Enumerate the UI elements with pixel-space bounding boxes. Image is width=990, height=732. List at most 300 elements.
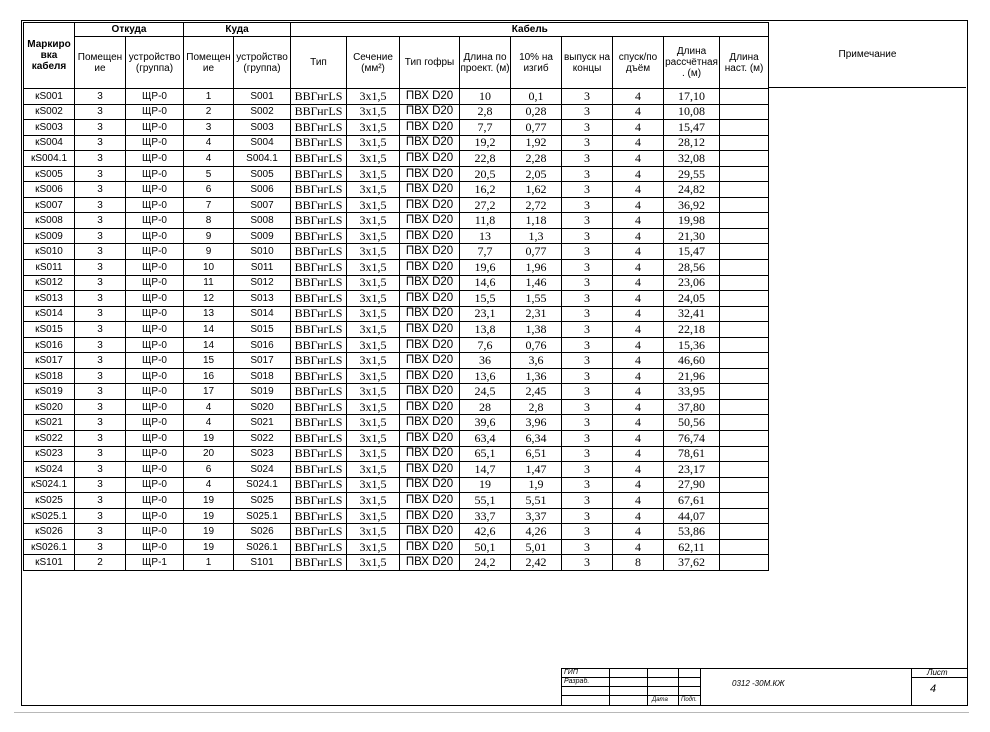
cell-bend: 1,92 <box>511 135 562 151</box>
stamp-line <box>609 668 610 705</box>
cell-to-room: 1 <box>184 555 234 571</box>
cell-from-device: ЩР-0 <box>126 477 184 493</box>
cell-from-device: ЩР-0 <box>126 120 184 136</box>
cell-to-device: S004.1 <box>234 151 291 167</box>
cell-bend: 1,55 <box>511 291 562 307</box>
cell-section: 3х1,5 <box>347 228 400 244</box>
cell-length-proj: 50,1 <box>460 539 511 555</box>
table-row <box>24 291 769 307</box>
cell-from-device: ЩР-0 <box>126 399 184 415</box>
cell-length-act <box>720 275 769 291</box>
table-row <box>24 508 769 524</box>
cell-length-calc: 37,62 <box>664 555 720 571</box>
stamp-line <box>911 668 912 705</box>
cell-length-act <box>720 555 769 571</box>
cell-length-proj: 15,5 <box>460 291 511 307</box>
cell-type: ВВГнгLS <box>291 306 347 322</box>
cell-length-act <box>720 446 769 462</box>
cell-length-act <box>720 477 769 493</box>
cell-marking: кS001 <box>24 89 75 105</box>
cell-length-proj: 23,1 <box>460 306 511 322</box>
cell-to-device: S007 <box>234 197 291 213</box>
cell-to-room: 2 <box>184 104 234 120</box>
stamp-line <box>561 686 700 687</box>
cell-marking: кS017 <box>24 353 75 369</box>
cell-length-proj: 33,7 <box>460 508 511 524</box>
stamp-sheet-number: 4 <box>930 683 937 695</box>
cell-to-room: 9 <box>184 244 234 260</box>
cell-marking: кS024.1 <box>24 477 75 493</box>
cell-to-device: S014 <box>234 306 291 322</box>
cell-marking: кS015 <box>24 322 75 338</box>
header-section: Сечение (мм²) <box>347 37 400 89</box>
cell-from-room: 3 <box>75 213 126 229</box>
cell-length-calc: 22,18 <box>664 322 720 338</box>
cell-length-calc: 29,55 <box>664 166 720 182</box>
cell-ends: 3 <box>562 228 613 244</box>
cell-from-device: ЩР-0 <box>126 539 184 555</box>
cell-ends: 3 <box>562 399 613 415</box>
cell-to-device: S002 <box>234 104 291 120</box>
cell-to-room: 5 <box>184 166 234 182</box>
cell-type: ВВГнгLS <box>291 368 347 384</box>
cell-type: ВВГнгLS <box>291 275 347 291</box>
cell-marking: кS004.1 <box>24 151 75 167</box>
cell-from-room: 3 <box>75 275 126 291</box>
cell-corrugation: ПВХ D20 <box>400 368 460 384</box>
cell-corrugation: ПВХ D20 <box>400 197 460 213</box>
cell-length-calc: 10,08 <box>664 104 720 120</box>
cell-length-calc: 17,10 <box>664 89 720 105</box>
header-type: Тип <box>291 37 347 89</box>
cell-from-room: 3 <box>75 399 126 415</box>
cell-ends: 3 <box>562 244 613 260</box>
cell-length-proj: 27,2 <box>460 197 511 213</box>
cell-section: 3х1,5 <box>347 368 400 384</box>
table-row <box>24 260 769 276</box>
cell-length-calc: 27,90 <box>664 477 720 493</box>
cell-length-act <box>720 89 769 105</box>
cell-length-calc: 15,36 <box>664 337 720 353</box>
cell-section: 3х1,5 <box>347 244 400 260</box>
cell-length-calc: 23,06 <box>664 275 720 291</box>
cell-from-room: 3 <box>75 260 126 276</box>
cell-to-room: 12 <box>184 291 234 307</box>
cell-ends: 3 <box>562 555 613 571</box>
cell-length-proj: 7,7 <box>460 244 511 260</box>
cell-type: ВВГнгLS <box>291 555 347 571</box>
cell-corrugation: ПВХ D20 <box>400 384 460 400</box>
cell-length-calc: 32,08 <box>664 151 720 167</box>
cell-bend: 0,77 <box>511 244 562 260</box>
cell-section: 3х1,5 <box>347 539 400 555</box>
cell-bend: 1,62 <box>511 182 562 198</box>
cell-rise: 4 <box>613 384 664 400</box>
table-body <box>24 89 769 571</box>
cell-type: ВВГнгLS <box>291 493 347 509</box>
cell-from-room: 3 <box>75 104 126 120</box>
table-row <box>24 104 769 120</box>
table-row <box>24 477 769 493</box>
stamp-date: Дата <box>652 697 668 703</box>
cell-length-proj: 65,1 <box>460 446 511 462</box>
cell-length-calc: 19,98 <box>664 213 720 229</box>
cell-rise: 4 <box>613 104 664 120</box>
table-row <box>24 228 769 244</box>
cell-corrugation: ПВХ D20 <box>400 477 460 493</box>
stamp-line <box>561 695 700 696</box>
cell-corrugation: ПВХ D20 <box>400 493 460 509</box>
cell-length-act <box>720 306 769 322</box>
cell-type: ВВГнгLS <box>291 477 347 493</box>
cell-type: ВВГнгLS <box>291 431 347 447</box>
cell-section: 3х1,5 <box>347 151 400 167</box>
cell-corrugation: ПВХ D20 <box>400 291 460 307</box>
cell-from-device: ЩР-0 <box>126 462 184 478</box>
cell-marking: кS003 <box>24 120 75 136</box>
cell-type: ВВГнгLS <box>291 89 347 105</box>
cell-length-calc: 37,80 <box>664 399 720 415</box>
cell-type: ВВГнгLS <box>291 291 347 307</box>
cell-length-proj: 19,6 <box>460 260 511 276</box>
stamp-line <box>911 677 967 678</box>
cell-to-room: 14 <box>184 337 234 353</box>
table-row <box>24 275 769 291</box>
cell-marking: кS007 <box>24 197 75 213</box>
table-row <box>24 306 769 322</box>
cell-to-device: S025 <box>234 493 291 509</box>
cell-to-device: S010 <box>234 244 291 260</box>
cell-length-proj: 13 <box>460 228 511 244</box>
cell-rise: 4 <box>613 135 664 151</box>
cell-marking: кS023 <box>24 446 75 462</box>
cell-length-calc: 15,47 <box>664 244 720 260</box>
cell-type: ВВГнгLS <box>291 353 347 369</box>
cell-rise: 4 <box>613 431 664 447</box>
table-row <box>24 166 769 182</box>
cell-section: 3х1,5 <box>347 477 400 493</box>
cell-corrugation: ПВХ D20 <box>400 322 460 338</box>
header-ends: выпуск на концы <box>562 37 613 89</box>
cell-from-room: 3 <box>75 151 126 167</box>
cell-length-act <box>720 197 769 213</box>
cell-type: ВВГнгLS <box>291 135 347 151</box>
cell-marking: кS002 <box>24 104 75 120</box>
cell-rise: 4 <box>613 275 664 291</box>
cell-length-act <box>720 337 769 353</box>
cell-rise: 4 <box>613 291 664 307</box>
cell-length-act <box>720 104 769 120</box>
cell-from-room: 3 <box>75 524 126 540</box>
cell-marking: кS025.1 <box>24 508 75 524</box>
cell-type: ВВГнгLS <box>291 120 347 136</box>
cell-ends: 3 <box>562 135 613 151</box>
cell-from-room: 3 <box>75 384 126 400</box>
cell-type: ВВГнгLS <box>291 337 347 353</box>
cell-length-calc: 33,95 <box>664 384 720 400</box>
cell-to-room: 17 <box>184 384 234 400</box>
cell-to-device: S018 <box>234 368 291 384</box>
cell-rise: 4 <box>613 151 664 167</box>
cell-ends: 3 <box>562 197 613 213</box>
cell-bend: 5,01 <box>511 539 562 555</box>
cell-corrugation: ПВХ D20 <box>400 166 460 182</box>
cell-rise: 4 <box>613 337 664 353</box>
header-marking: Маркиро вка кабеля <box>24 23 75 89</box>
cell-bend: 3,96 <box>511 415 562 431</box>
table-row <box>24 384 769 400</box>
cell-corrugation: ПВХ D20 <box>400 244 460 260</box>
cell-marking: кS011 <box>24 260 75 276</box>
cell-length-act <box>720 213 769 229</box>
table-row <box>24 244 769 260</box>
cell-section: 3х1,5 <box>347 120 400 136</box>
cell-ends: 3 <box>562 493 613 509</box>
cell-to-device: S015 <box>234 322 291 338</box>
cell-from-room: 3 <box>75 244 126 260</box>
cell-rise: 4 <box>613 446 664 462</box>
cell-ends: 3 <box>562 462 613 478</box>
cell-length-act <box>720 260 769 276</box>
cell-ends: 3 <box>562 384 613 400</box>
table-row <box>24 446 769 462</box>
cell-to-device: S001 <box>234 89 291 105</box>
cell-from-room: 3 <box>75 89 126 105</box>
cell-to-room: 4 <box>184 399 234 415</box>
cell-rise: 4 <box>613 166 664 182</box>
cell-length-proj: 7,7 <box>460 120 511 136</box>
cell-to-room: 4 <box>184 151 234 167</box>
header-bend: 10% на изгиб <box>511 37 562 89</box>
cell-length-act <box>720 135 769 151</box>
cell-length-calc: 36,92 <box>664 197 720 213</box>
cell-corrugation: ПВХ D20 <box>400 120 460 136</box>
cell-corrugation: ПВХ D20 <box>400 431 460 447</box>
header-to-device: устройство (группа) <box>234 37 291 89</box>
cell-length-proj: 19,2 <box>460 135 511 151</box>
cell-length-calc: 24,05 <box>664 291 720 307</box>
cell-length-calc: 46,60 <box>664 353 720 369</box>
cell-from-room: 3 <box>75 415 126 431</box>
cell-from-room: 3 <box>75 462 126 478</box>
cell-rise: 4 <box>613 353 664 369</box>
cell-to-room: 7 <box>184 197 234 213</box>
stamp-gip: ГИП <box>564 669 578 676</box>
cell-length-proj: 7,6 <box>460 337 511 353</box>
cell-from-room: 3 <box>75 120 126 136</box>
cell-bend: 3,6 <box>511 353 562 369</box>
stamp-line <box>678 668 679 705</box>
table-row <box>24 135 769 151</box>
cell-from-device: ЩР-0 <box>126 508 184 524</box>
cell-ends: 3 <box>562 182 613 198</box>
cell-section: 3х1,5 <box>347 508 400 524</box>
cell-length-calc: 78,61 <box>664 446 720 462</box>
stamp-line <box>561 668 967 669</box>
cell-rise: 4 <box>613 508 664 524</box>
cell-bend: 1,9 <box>511 477 562 493</box>
stamp-line <box>561 668 562 705</box>
cell-section: 3х1,5 <box>347 555 400 571</box>
cell-length-proj: 20,5 <box>460 166 511 182</box>
cell-rise: 4 <box>613 306 664 322</box>
cell-type: ВВГнгLS <box>291 415 347 431</box>
cell-to-device: S021 <box>234 415 291 431</box>
cell-to-room: 15 <box>184 353 234 369</box>
cell-ends: 3 <box>562 166 613 182</box>
cell-to-room: 10 <box>184 260 234 276</box>
cell-corrugation: ПВХ D20 <box>400 89 460 105</box>
cell-type: ВВГнгLS <box>291 244 347 260</box>
cell-bend: 1,46 <box>511 275 562 291</box>
cell-ends: 3 <box>562 415 613 431</box>
cell-ends: 3 <box>562 291 613 307</box>
cell-to-room: 6 <box>184 182 234 198</box>
cell-length-calc: 23,17 <box>664 462 720 478</box>
cell-length-proj: 13,6 <box>460 368 511 384</box>
cell-marking: кS012 <box>24 275 75 291</box>
cell-to-device: S012 <box>234 275 291 291</box>
cell-type: ВВГнгLS <box>291 151 347 167</box>
cell-corrugation: ПВХ D20 <box>400 275 460 291</box>
cell-marking: кS008 <box>24 213 75 229</box>
cell-from-room: 3 <box>75 353 126 369</box>
header-notes <box>768 22 966 88</box>
cell-type: ВВГнгLS <box>291 104 347 120</box>
cell-marking: кS026.1 <box>24 539 75 555</box>
table-row <box>24 493 769 509</box>
cell-section: 3х1,5 <box>347 524 400 540</box>
cell-length-proj: 24,2 <box>460 555 511 571</box>
cell-from-room: 3 <box>75 228 126 244</box>
table-row <box>24 555 769 571</box>
cell-to-room: 4 <box>184 477 234 493</box>
cell-length-act <box>720 120 769 136</box>
table-row <box>24 368 769 384</box>
cell-to-room: 20 <box>184 446 234 462</box>
cell-bend: 2,72 <box>511 197 562 213</box>
cell-from-device: ЩР-0 <box>126 135 184 151</box>
cell-from-device: ЩР-0 <box>126 337 184 353</box>
cell-bend: 2,31 <box>511 306 562 322</box>
cell-to-device: S004 <box>234 135 291 151</box>
cell-section: 3х1,5 <box>347 275 400 291</box>
table-row <box>24 524 769 540</box>
cell-length-act <box>720 524 769 540</box>
cell-marking: кS004 <box>24 135 75 151</box>
cell-marking: кS020 <box>24 399 75 415</box>
cell-ends: 3 <box>562 353 613 369</box>
cell-to-room: 19 <box>184 508 234 524</box>
cell-ends: 3 <box>562 151 613 167</box>
cell-type: ВВГнгLS <box>291 539 347 555</box>
cell-marking: кS018 <box>24 368 75 384</box>
cell-length-calc: 50,56 <box>664 415 720 431</box>
cell-rise: 4 <box>613 524 664 540</box>
cell-from-room: 3 <box>75 291 126 307</box>
cell-length-act <box>720 493 769 509</box>
cell-ends: 3 <box>562 89 613 105</box>
header-cable: Кабель <box>291 23 769 37</box>
cell-ends: 3 <box>562 508 613 524</box>
cell-length-proj: 13,8 <box>460 322 511 338</box>
cell-type: ВВГнгLS <box>291 446 347 462</box>
cell-to-device: S017 <box>234 353 291 369</box>
cell-to-device: S026 <box>234 524 291 540</box>
cell-length-proj: 42,6 <box>460 524 511 540</box>
table-row <box>24 213 769 229</box>
cell-length-act <box>720 151 769 167</box>
cell-to-device: S006 <box>234 182 291 198</box>
cell-marking: кS016 <box>24 337 75 353</box>
cell-corrugation: ПВХ D20 <box>400 508 460 524</box>
cell-to-device: S005 <box>234 166 291 182</box>
cell-corrugation: ПВХ D20 <box>400 415 460 431</box>
cell-section: 3х1,5 <box>347 462 400 478</box>
cell-ends: 3 <box>562 104 613 120</box>
cell-length-proj: 28 <box>460 399 511 415</box>
cell-corrugation: ПВХ D20 <box>400 306 460 322</box>
cell-to-device: S026.1 <box>234 539 291 555</box>
bottom-rule <box>14 712 969 713</box>
cell-type: ВВГнгLS <box>291 197 347 213</box>
cell-length-calc: 24,82 <box>664 182 720 198</box>
cell-type: ВВГнгLS <box>291 260 347 276</box>
cell-corrugation: ПВХ D20 <box>400 260 460 276</box>
cell-from-device: ЩР-0 <box>126 197 184 213</box>
header-length-proj: Длина по проект. (м) <box>460 37 511 89</box>
header-length-calc: Длина рассчётная . (м) <box>664 37 720 89</box>
cell-bend: 1,18 <box>511 213 562 229</box>
cell-from-room: 3 <box>75 182 126 198</box>
cell-length-act <box>720 415 769 431</box>
cell-section: 3х1,5 <box>347 89 400 105</box>
cell-length-act <box>720 291 769 307</box>
cell-marking: кS024 <box>24 462 75 478</box>
cell-marking: кS019 <box>24 384 75 400</box>
cell-from-room: 3 <box>75 337 126 353</box>
cell-section: 3х1,5 <box>347 197 400 213</box>
cell-ends: 3 <box>562 306 613 322</box>
title-block <box>561 668 967 705</box>
cell-rise: 4 <box>613 120 664 136</box>
cell-type: ВВГнгLS <box>291 384 347 400</box>
cell-corrugation: ПВХ D20 <box>400 353 460 369</box>
cell-to-room: 6 <box>184 462 234 478</box>
cell-rise: 4 <box>613 260 664 276</box>
cell-rise: 4 <box>613 399 664 415</box>
cell-bend: 4,26 <box>511 524 562 540</box>
cell-corrugation: ПВХ D20 <box>400 555 460 571</box>
table-row <box>24 462 769 478</box>
header-from-room: Помещен ие <box>75 37 126 89</box>
cell-to-room: 9 <box>184 228 234 244</box>
cell-rise: 4 <box>613 368 664 384</box>
cell-rise: 4 <box>613 477 664 493</box>
cell-rise: 4 <box>613 182 664 198</box>
cell-to-device: S003 <box>234 120 291 136</box>
cell-ends: 3 <box>562 539 613 555</box>
cell-marking: кS010 <box>24 244 75 260</box>
cell-length-calc: 62,11 <box>664 539 720 555</box>
cell-section: 3х1,5 <box>347 415 400 431</box>
cell-to-room: 8 <box>184 213 234 229</box>
stamp-line <box>700 668 701 705</box>
cell-ends: 3 <box>562 524 613 540</box>
cell-length-calc: 44,07 <box>664 508 720 524</box>
cell-length-calc: 15,47 <box>664 120 720 136</box>
cell-from-device: ЩР-0 <box>126 244 184 260</box>
